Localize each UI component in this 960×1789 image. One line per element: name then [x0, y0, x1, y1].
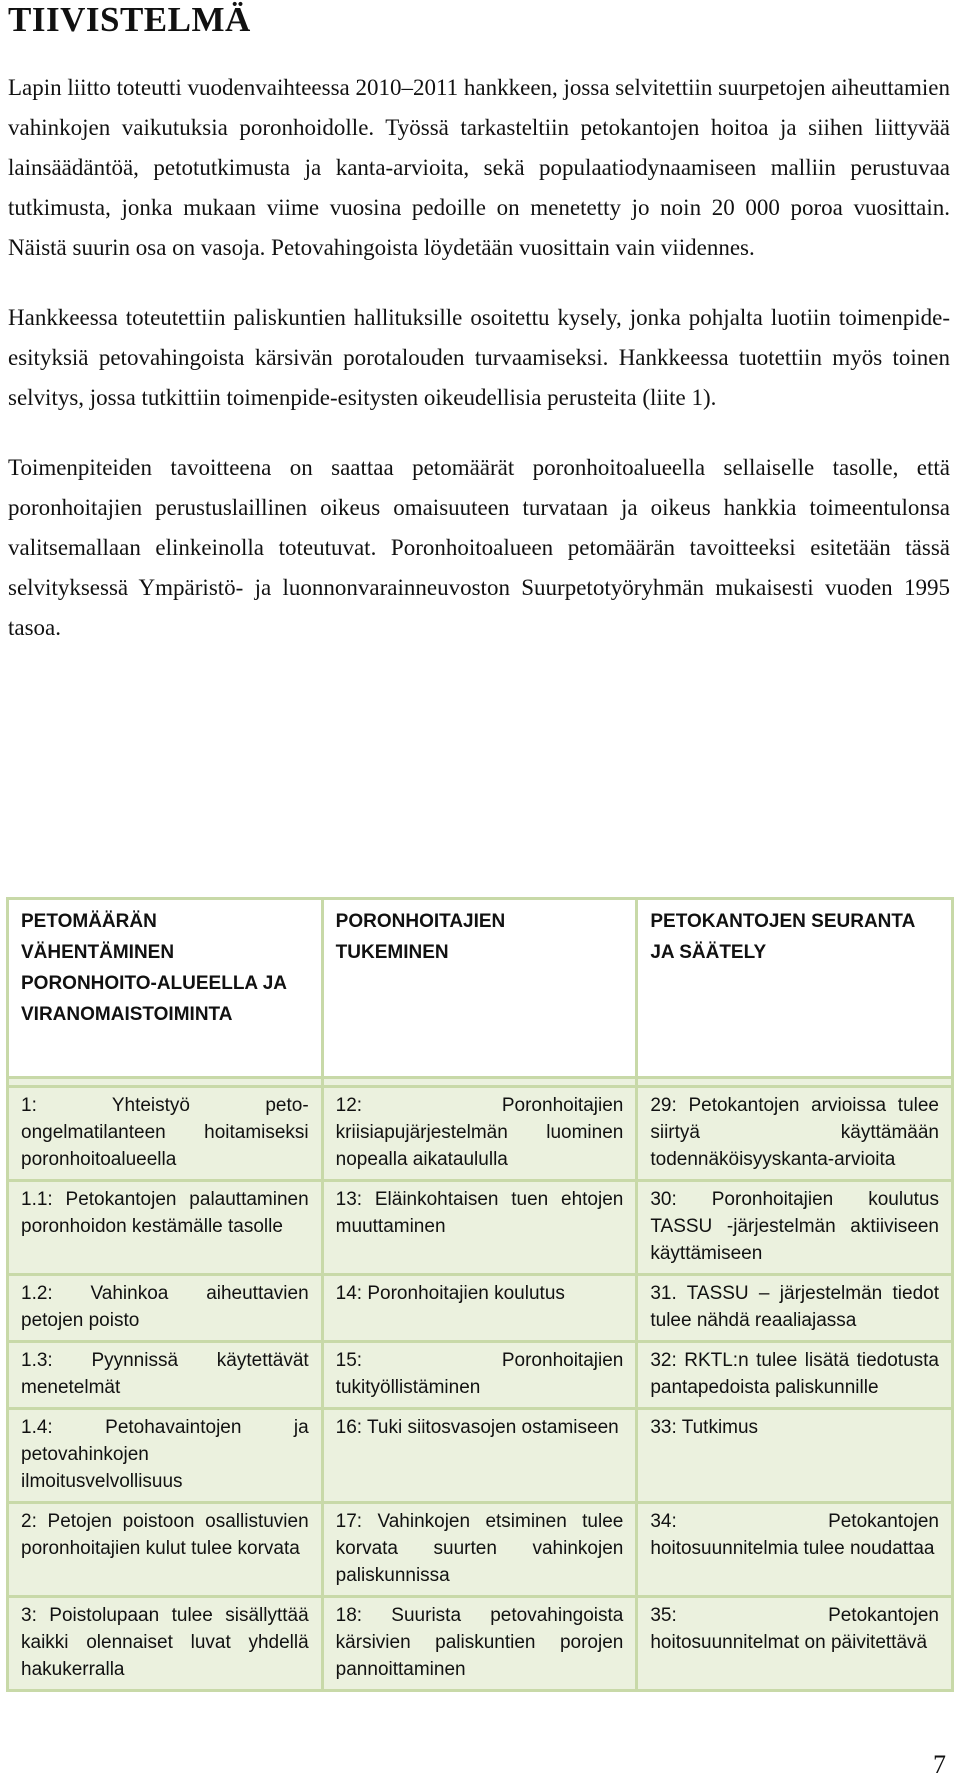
table-cell: 33: Tutkimus [637, 1409, 953, 1503]
summary-text [8, 68, 950, 678]
table-cell: 31. TASSU – järjestelmän tiedot tulee nähdä reaaliajassa [637, 1275, 953, 1342]
table-cell: 12: Poronhoitajien kriisiapujärjestelmän luominen nopealla aikataululla [322, 1087, 637, 1181]
table-cell: 18: Suurista petovahingoista kärsivien paliskuntien porojen pannoittaminen [322, 1597, 637, 1691]
table-cell: 32: RKTL:n tulee lisätä tiedotusta pantapedoista paliskunnille [637, 1342, 953, 1409]
table-spacer-row [8, 1078, 953, 1087]
table-row [8, 1342, 953, 1409]
table-row [8, 1597, 953, 1691]
paragraph: Toimenpiteiden tavoitteena on saattaa petomäärät poronhoitoalueella sellaiselle tasolle, että poronhoitajien perustuslaillinen oikeus omaisuuteen turvataan ja oikeus hankkia toimeentulonsa valitsemallaan elinkeinolla toteutuvat. Poronhoitoalueen petomäärän tavoitteeksi esitetään tässä selvityksessä Ympäristö- ja luonnonvarainneuvoston Suurpetotyöryhmän mukaisesti vuoden 1995 tasoa. [8, 455, 950, 640]
table-row [8, 1181, 953, 1275]
table-cell: 1.2: Vahinkoa aiheuttavien petojen poisto [8, 1275, 323, 1342]
table-row [8, 1087, 953, 1181]
table-cell: 15: Poronhoitajien tukityöllistäminen [322, 1342, 637, 1409]
column-header: PETOMÄÄRÄN VÄHENTÄMINEN PORONHOITO-ALUEELLA JA VIRANOMAISTOIMINTA [8, 899, 323, 1078]
table-cell: 17: Vahinkojen etsiminen tulee korvata suurten vahinkojen paliskunnissa [322, 1503, 637, 1597]
table-row [8, 1275, 953, 1342]
table-cell: 1.1: Petokantojen palauttaminen poronhoidon kestämälle tasolle [8, 1181, 323, 1275]
table-cell: 3: Poistolupaan tulee sisällyttää kaikki olennaiset luvat yhdellä hakukerralla [8, 1597, 323, 1691]
table-cell: 2: Petojen poistoon osallistuvien poronhoitajien kulut tulee korvata [8, 1503, 323, 1597]
table-cell: 34: Petokantojen hoitosuunnitelmia tulee noudattaa [637, 1503, 953, 1597]
table-row [8, 1503, 953, 1597]
table-cell: 1.4: Petohavaintojen ja petovahinkojen ilmoitusvelvollisuus [8, 1409, 323, 1503]
paragraph: Lapin liitto toteutti vuodenvaihteessa 2010–2011 hankkeen, jossa selvitettiin suurpetojen aiheuttamien vahinkojen vaikutuksia poronhoidolle. Työssä tarkasteltiin petokantojen hoitoa ja siihen liittyvää lainsäädäntöä, petotutkimusta ja kanta-arvioita, sekä populaatiodynaamiseen malliin perustuvaa tutkimusta, jonka mukaan viime vuosina pedoille on menetetty jo noin 20 000 poroa vuosittain. Näistä suurin osa on vasoja. Petovahingoista löydetään vuosittain vain viidennes. [8, 75, 950, 260]
paragraph: Hankkeessa toteutettiin paliskuntien hallituksille osoitettu kysely, jonka pohjalta luotiin toimenpide-esityksiä petovahingoista kärsivän porotalouden turvaamiseksi. Hankkeessa tuotettiin myös toinen selvitys, jossa tutkittiin toimenpide-esitysten oikeudellisia perusteita (liite 1). [8, 305, 950, 410]
table-cell: 35: Petokantojen hoitosuunnitelmat on päivitettävä [637, 1597, 953, 1691]
table-cell: 16: Tuki siitosvasojen ostamiseen [322, 1409, 637, 1503]
column-header: PORONHOITAJIEN TUKEMINEN [322, 899, 637, 1078]
column-header: PETOKANTOJEN SEURANTA JA SÄÄTELY [637, 899, 953, 1078]
table-cell: 30: Poronhoitajien koulutus TASSU -järjestelmän aktiiviseen käyttämiseen [637, 1181, 953, 1275]
table-cell: 29: Petokantojen arvioissa tulee siirtyä käyttämään todennäköisyyskanta-arvioita [637, 1087, 953, 1181]
measures-table [6, 897, 954, 1692]
page-number: 7 [933, 1750, 946, 1779]
table-row [8, 1409, 953, 1503]
table-header-row [8, 899, 953, 1078]
table-cell: 13: Eläinkohtaisen tuen ehtojen muuttaminen [322, 1181, 637, 1275]
table-cell: 1.3: Pyynnissä käytettävät menetelmät [8, 1342, 323, 1409]
table-cell: 1: Yhteistyö peto-ongelmatilanteen hoitamiseksi poronhoitoalueella [8, 1087, 323, 1181]
table-cell: 14: Poronhoitajien koulutus [322, 1275, 637, 1342]
page-title: TIIVISTELMÄ [8, 0, 251, 39]
